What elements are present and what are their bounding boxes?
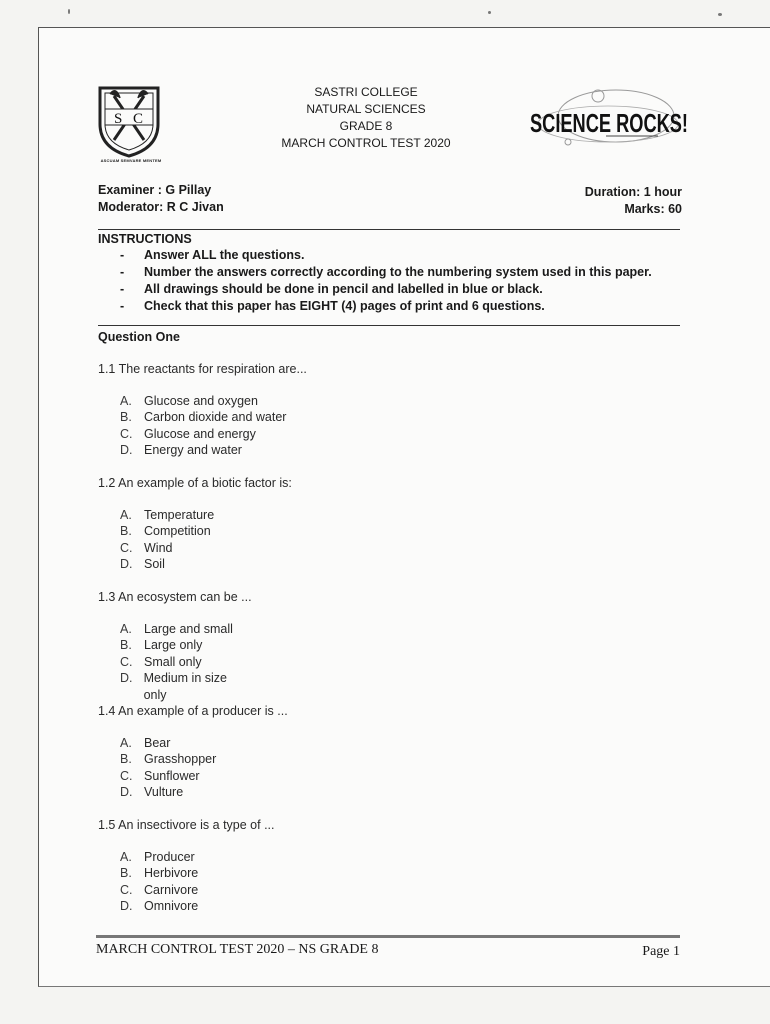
option: A. Large and small [120, 622, 233, 636]
question-item [98, 817, 275, 914]
option: D. Soil [120, 557, 165, 572]
option: C. Sunflower [120, 768, 200, 783]
option-list [120, 849, 198, 915]
question-item [98, 361, 307, 458]
grade-label: GRADE 8 [339, 119, 393, 133]
question-item [98, 589, 252, 702]
school-crest-logo [96, 82, 162, 158]
question-stem: 1.5 An insectivore is a type of ... [98, 818, 275, 832]
option: B. Large only [120, 638, 203, 653]
scan-speck [68, 9, 70, 14]
svg-text:S: S [114, 111, 123, 127]
scan-speck [718, 13, 722, 16]
option-list [120, 735, 216, 801]
option: D. Omnivore [120, 899, 199, 914]
divider [98, 325, 680, 326]
duration-label: Duration: 1 hour [584, 185, 682, 199]
svg-text:SCIENCE ROCKS!: SCIENCE ROCKS! [530, 108, 688, 138]
option: D. Energy and water [120, 443, 242, 458]
footer-divider [96, 935, 680, 938]
science-rocks-logo [528, 84, 690, 160]
scan-speck [488, 11, 491, 14]
question-stem: 1.2 An example of a biotic factor is: [98, 476, 292, 490]
option: D. Medium in size only [120, 671, 227, 702]
page-number: Page 1 [642, 944, 680, 959]
option: A. Temperature [120, 508, 215, 522]
option-list [120, 393, 286, 459]
test-name: MARCH CONTROL TEST 2020 [281, 136, 451, 150]
question-stem: 1.3 An ecosystem can be ... [98, 590, 252, 604]
divider [98, 229, 680, 230]
examiner-name: Examiner : G Pillay [98, 183, 212, 197]
option: B. Herbivore [120, 866, 199, 881]
option: B. Carbon dioxide and water [120, 410, 287, 425]
svg-text:C: C [133, 111, 144, 127]
question-item [98, 475, 292, 572]
option: C. Carnivore [120, 882, 199, 897]
duration-block [585, 184, 682, 218]
instruction-item: - Number the answers correctly according to the numbering system used in this paper. [120, 265, 652, 279]
question-stem: 1.4 An example of a producer is ... [98, 704, 288, 718]
question-item [98, 703, 288, 800]
exam-header [250, 84, 482, 152]
crest-motto: ASCUAM SEMVARE MENTEM [100, 158, 162, 163]
question-title: Question One [98, 330, 180, 344]
option-list [120, 507, 214, 573]
option: C. Glucose and energy [120, 426, 256, 441]
option: A. Glucose and oxygen [120, 394, 258, 408]
question-stem: 1.1 The reactants for respiration are... [98, 362, 307, 376]
marks-label: Marks: 60 [624, 202, 682, 216]
instruction-item: - All drawings should be done in pencil and labelled in blue or black. [120, 282, 543, 296]
option: D. Vulture [120, 785, 184, 800]
school-name: SASTRI COLLEGE [314, 85, 418, 99]
moderator-name: Moderator: R C Jivan [98, 200, 224, 214]
subject-name: NATURAL SCIENCES [306, 102, 426, 116]
instruction-item: - Answer ALL the questions. [120, 248, 305, 262]
option: B. Competition [120, 524, 211, 539]
option: A. Producer [120, 850, 195, 864]
instruction-item: - Check that this paper has EIGHT (4) pages of print and 6 questions. [120, 299, 545, 313]
examiner-block [98, 182, 224, 216]
instructions-title: INSTRUCTIONS [98, 232, 192, 246]
option: B. Grasshopper [120, 752, 217, 767]
option: C. Small only [120, 654, 202, 669]
option: A. Bear [120, 736, 171, 750]
footer-title: MARCH CONTROL TEST 2020 – NS GRADE 8 [96, 942, 379, 957]
instructions-list [120, 247, 652, 315]
option: C. Wind [120, 540, 173, 555]
option-list [120, 621, 252, 703]
